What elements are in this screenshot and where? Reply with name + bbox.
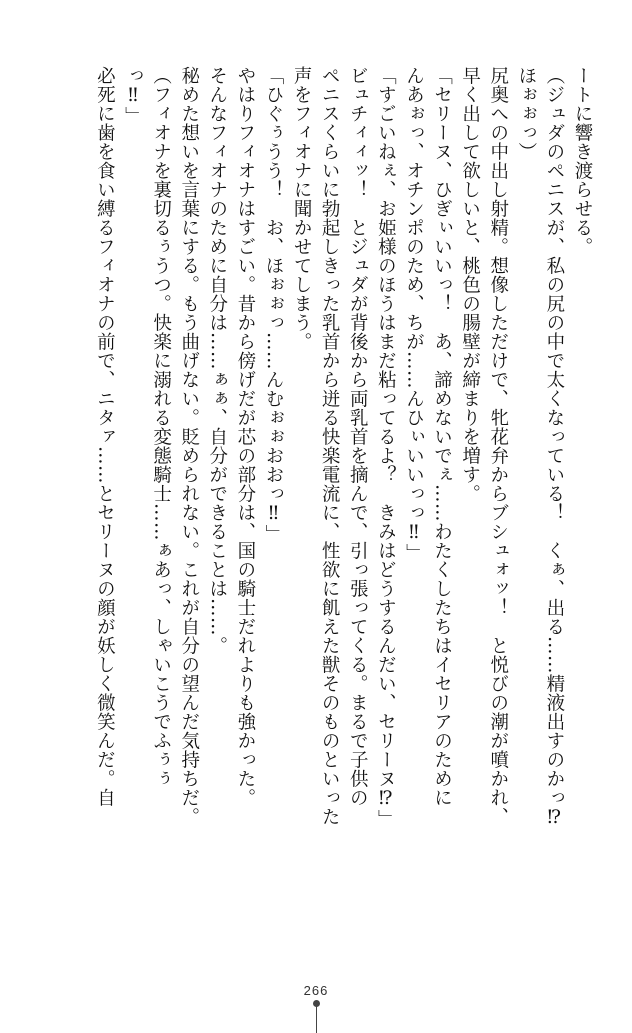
text-line: （ジュダのペニスが、私の尻の中で太くなっている！ くぁ、出る……精液出すのかっ⁉ [543, 66, 565, 829]
text-line: ペニスくらいに勃起しきった乳首から迸る快楽電流に、性欲に飢えた獣そのものといった [319, 66, 341, 826]
text-line: ほぉぉっ） [515, 66, 537, 161]
page-marker-stem [316, 1006, 317, 1033]
text-line: んあぉっ、オチンポのため、ちが……んひぃいいっっ‼」 [403, 66, 425, 563]
text-line: 「セリーヌ、ひぎぃいいっ！ あ、諦めないでぇ……わたくしたちはイセリアのために [431, 66, 453, 807]
text-line: 「すごいねぇ、お姫様のほうはまだ粘ってるよ？ きみはどうするんだい、セリーヌ⁉」 [375, 66, 397, 829]
text-line: っ‼」 [122, 66, 144, 126]
text-line: 早く出して欲しいと、桃色の腸壁が締まりを増す。 [459, 66, 481, 503]
text-line: 「ひぐぅうう！ お、ほぉぉっ……んむぉぉおおっ‼」 [262, 66, 284, 544]
text-line: そんなフィオナのために自分は……ぁぁ、自分ができることは……。 [206, 66, 228, 655]
text-line: ートに響き渡らせる。 [572, 66, 593, 256]
text-line: 秘めた想いを言葉にする。もう曲げない。貶められない。これが自分の望んだ気持ちだ。 [178, 66, 200, 826]
text-line: やはりフィオナはすごい。昔から傍げだが芯の部分は、国の騎士だれよりも強かった。 [234, 66, 256, 807]
text-line: 尻奥への中出し射精。想像しただけで、牝花弁からブシュォッ！ と悦びの潮が噴かれ、 [487, 66, 509, 826]
text-line: 必死に歯を食い縛るフィオナの前で、ニタァ……とセリーヌの顔が妖しく微笑んだ。自 [94, 66, 116, 807]
text-line: ビュチィィッ！ とジュダが背後から両乳首を摘んで、引っ張ってくる。まるで子供の [347, 66, 369, 807]
vertical-text-body [90, 66, 596, 846]
page-marker-icon [313, 1000, 320, 1033]
page-number: 266 [303, 983, 329, 998]
text-line: （フィオナを裏切るぅうつ。快楽に溺れる変態騎士……ぁあっ、しゃいこうでふぅぅ [150, 66, 172, 788]
text-line: 声をフィオナに聞かせてしまう。 [291, 66, 313, 351]
